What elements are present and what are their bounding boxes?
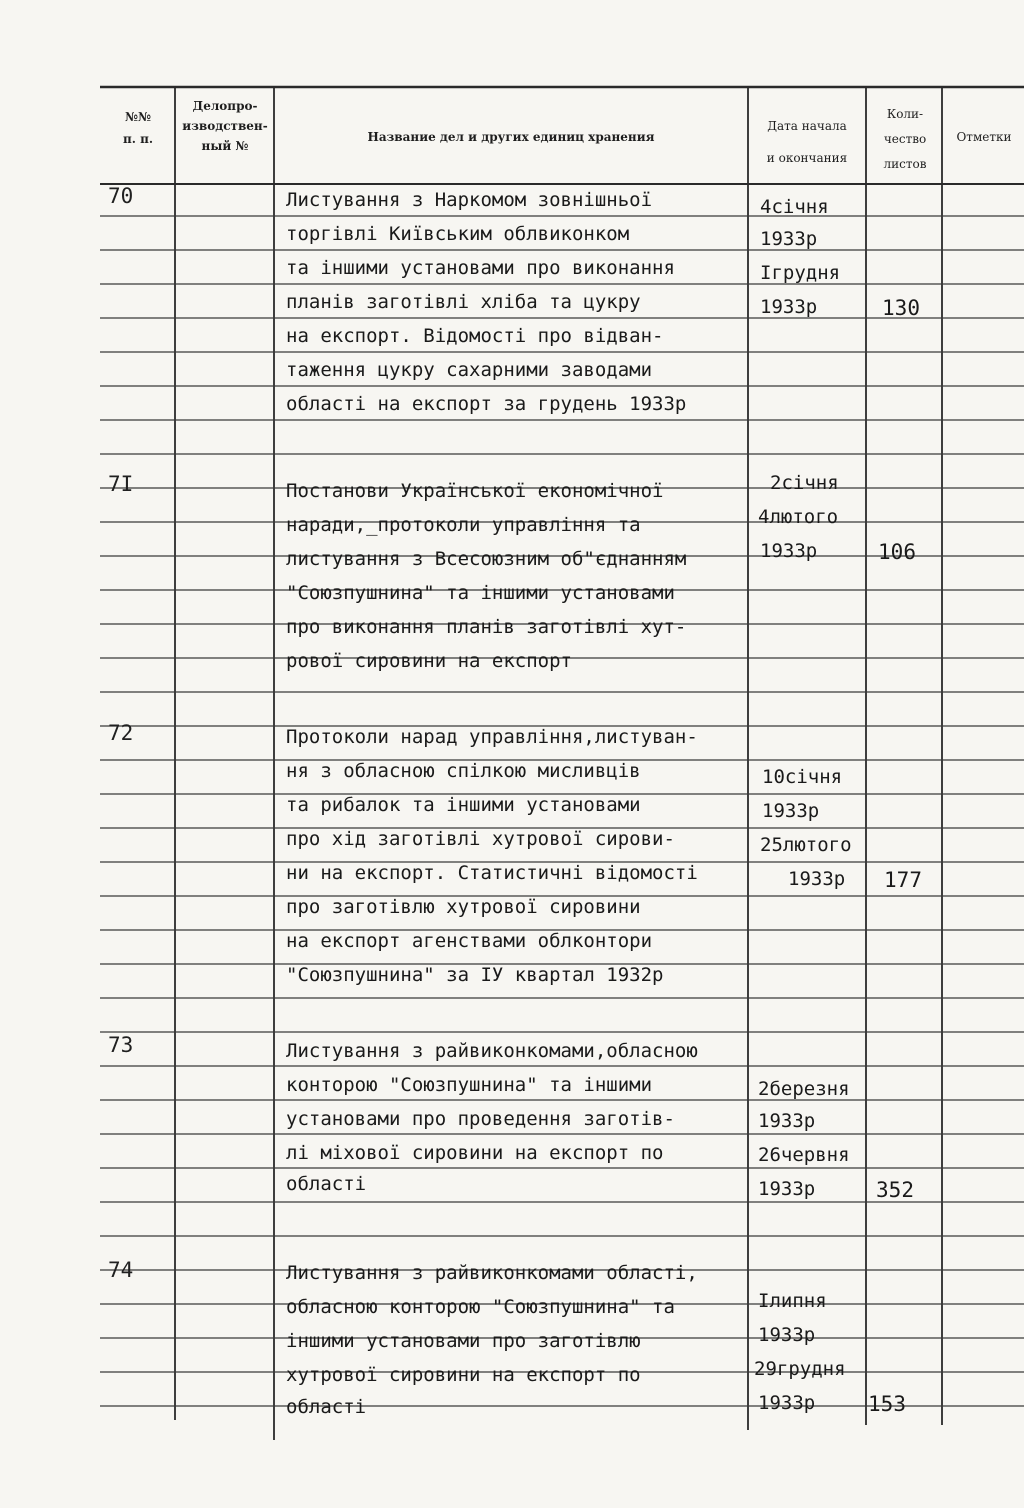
record-title-line: установами про проведення заготів-	[286, 1108, 675, 1130]
record-date: 26червня	[758, 1144, 850, 1166]
record-title-line: на експорт агенствами облконтори	[286, 930, 653, 952]
record-title-line: конторою "Союзпушнина" та іншими	[286, 1074, 653, 1096]
record-title-line: "Союзпушнина" та іншими установами	[286, 582, 675, 604]
record-title-line: Листування з райвиконкомами області,	[286, 1262, 698, 1284]
record-title-line: "Союзпушнина" за ІУ квартал 1932р	[286, 964, 664, 986]
record-title-line: та рибалок та іншими установами	[286, 794, 641, 816]
record-date: 2березня	[758, 1078, 850, 1100]
record-number: 70	[108, 184, 134, 208]
record-date: 25лютого	[760, 834, 852, 856]
record-sheet-count: 130	[882, 296, 920, 320]
record-date: 1933р	[758, 1324, 816, 1346]
record-date: 1933р	[760, 540, 818, 562]
record-date: 1933р	[762, 800, 820, 822]
record-sheet-count: 352	[876, 1178, 914, 1202]
record-title-line: Постанови Української економічної	[286, 480, 664, 502]
record-date: 4лютого	[758, 506, 839, 528]
record-title-line: таження цукру сахарними заводами	[286, 359, 653, 381]
record-title-line: області	[286, 1173, 367, 1195]
record-date: 10січня	[762, 766, 843, 788]
record-title-line: обласною конторою "Союзпушнина" та	[286, 1296, 675, 1318]
header-sheets: Коли- чество листов	[883, 107, 927, 171]
record-date: 2січня	[770, 472, 839, 494]
record-date: 1933р	[758, 1110, 816, 1132]
record-title-line: листування з Всесоюзним об"єднанням	[286, 548, 687, 570]
record-title-line: Протоколи нарад управління,листуван-	[286, 726, 698, 748]
header-dates: Дата начала и окончания	[766, 119, 848, 165]
record-date: 1933р	[758, 1178, 816, 1200]
record-title-line: рової сировини на експорт	[286, 650, 572, 672]
header-notes: Отметки	[956, 130, 1012, 144]
record-title-line: ни на експорт. Статистичні відомості	[286, 862, 698, 884]
record-number: 74	[108, 1258, 134, 1282]
record-title-line: Листування з райвиконкомами,обласною	[286, 1040, 698, 1062]
record-date: 1933р	[760, 296, 818, 318]
record-date: 4січня	[760, 196, 829, 218]
record-title-line: лі міхової сировини на експорт по	[286, 1142, 664, 1164]
header-office-number: Делопро- изводствен- ный №	[182, 99, 268, 153]
header-title: Название дел и других единиц хранения	[367, 130, 655, 144]
record-date: 1933р	[760, 228, 818, 250]
record-title-line: торгівлі Київським облвиконком	[286, 223, 630, 245]
record-date: Ігрудня	[760, 262, 841, 284]
record-title-line: наради,_протоколи управління та	[286, 514, 641, 536]
record-title-line: іншими установами про заготівлю	[286, 1330, 641, 1352]
record-title-line: хутрової сировини на експорт по	[286, 1364, 641, 1386]
record-sheet-count: 106	[878, 540, 916, 564]
record-date: Ілипня	[758, 1290, 827, 1312]
record-title-line: Листування з Наркомом зовнішньої	[286, 189, 653, 211]
record-sheet-count: 153	[868, 1392, 906, 1416]
header-number: №№ п. п.	[122, 110, 154, 146]
record-title-line: ня з обласною спілкою мисливців	[286, 760, 641, 782]
record-title-line: та іншими установами про виконання	[286, 257, 675, 279]
record-sheet-count: 177	[884, 868, 922, 892]
record-number: 73	[108, 1033, 134, 1057]
record-date: 29грудня	[754, 1358, 846, 1380]
record-number: 72	[108, 721, 134, 745]
record-date: 1933р	[758, 1392, 816, 1414]
record-date: 1933р	[788, 868, 846, 890]
record-title-line: про виконання планів заготівлі хут-	[286, 616, 687, 638]
record-title-line: області	[286, 1396, 367, 1418]
record-title-line: про хід заготівлі хутрової сирови-	[286, 828, 675, 850]
record-title-line: на експорт. Відомості про відван-	[286, 325, 664, 347]
record-number: 7I	[108, 472, 134, 496]
record-title-line: планів заготівлі хліба та цукру	[286, 291, 641, 313]
record-title-line: про заготівлю хутрової сировини	[286, 896, 641, 918]
record-title-line: області на експорт за грудень 1933р	[286, 393, 687, 415]
